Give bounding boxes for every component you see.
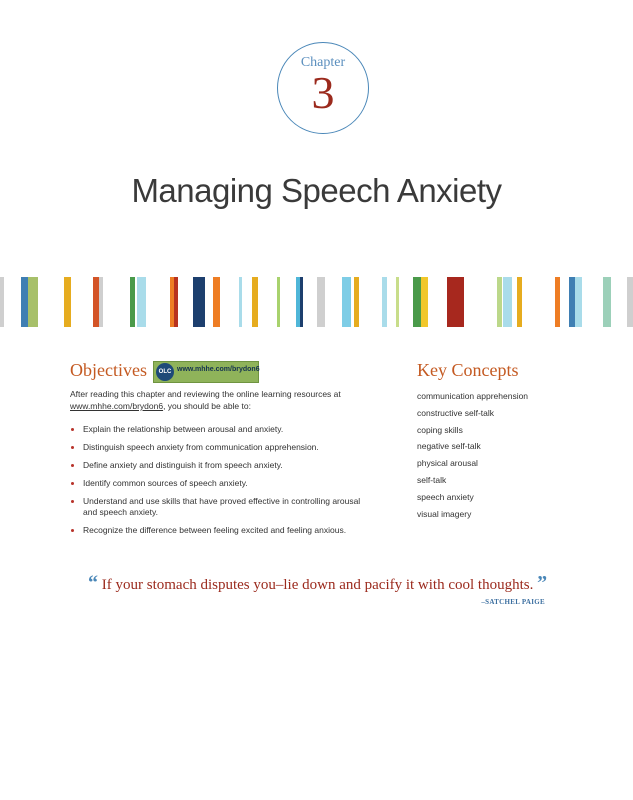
stripe [277,277,280,327]
stripe [517,277,522,327]
stripe [21,277,28,327]
olc-icon: OLC [156,363,174,381]
chapter-number: 3 [311,67,335,118]
intro-text: After reading this chapter and reviewing the online learning resources at [70,389,341,399]
stripe [317,277,325,327]
key-concepts-section [417,360,577,519]
stripe [396,277,399,327]
key-concept-item: negative self-talk [417,441,481,452]
chapter-title: Managing Speech Anxiety [131,172,502,210]
key-concept-item: visual imagery [417,508,472,519]
stripe [99,277,103,327]
stripe [503,277,512,327]
stripe [354,277,359,327]
key-concept-item: self-talk [417,474,447,485]
key-concept-item: physical arousal [417,458,478,469]
stripe [28,277,38,327]
decorative-stripe-band [0,277,633,327]
stripe [627,277,633,327]
stripe [413,277,421,327]
intro-text-end: , you should be able to: [163,401,251,411]
stripe [239,277,242,327]
stripe [64,277,71,327]
quote-text: If your stomach disputes you–lie down and pacify it with cool thoughts. [101,577,534,593]
stripe [497,277,502,327]
objective-item: Define anxiety and distinguish it from speech anxiety. [70,460,370,471]
key-concept-item: communication apprehension [417,391,529,401]
key-concepts-heading: Key Concepts [417,360,519,380]
key-concept-item: constructive self-talk [417,407,494,418]
stripe [447,277,464,327]
olc-badge[interactable] [153,361,259,383]
stripe [252,277,258,327]
stripe [300,277,303,327]
close-quote-mark: ” [537,572,548,594]
quote-attribution: –SATCHEL PAIGE [481,598,545,606]
objective-item: Identify common sources of speech anxiety. [70,478,370,489]
stripe [0,277,4,327]
stripe [213,277,220,327]
resources-link[interactable]: www.mhhe.com/brydon6 [70,401,164,411]
stripe [342,277,351,327]
stripe [575,277,582,327]
olc-url: www.mhhe.com/brydon6 [177,366,260,373]
open-quote-mark: “ [88,572,98,594]
objectives-heading: Objectives [70,360,147,380]
chapter-badge [277,42,369,134]
stripe [130,277,135,327]
key-concept-item: speech anxiety [417,491,474,502]
objectives-intro [70,388,370,412]
stripe [174,277,178,327]
key-concept-item: coping skills [417,424,463,435]
stripe [603,277,611,327]
key-concepts-list [417,388,528,522]
stripe [193,277,205,327]
epigraph-quote [88,572,568,595]
stripe [555,277,560,327]
stripe [382,277,387,327]
objectives-section [70,360,370,535]
objective-item: Distinguish speech anxiety from communication apprehension. [70,442,370,453]
objective-item: Recognize the difference between feeling excited and feeling anxious. [70,525,370,536]
stripe [137,277,146,327]
objective-item: Understand and use skills that have proved effective in controlling arousal and speech anxiety. [70,496,370,518]
stripe [421,277,428,327]
objectives-list [70,424,370,543]
chapter-label: Chapter [300,55,346,70]
objective-item: Explain the relationship between arousal and anxiety. [70,424,370,435]
